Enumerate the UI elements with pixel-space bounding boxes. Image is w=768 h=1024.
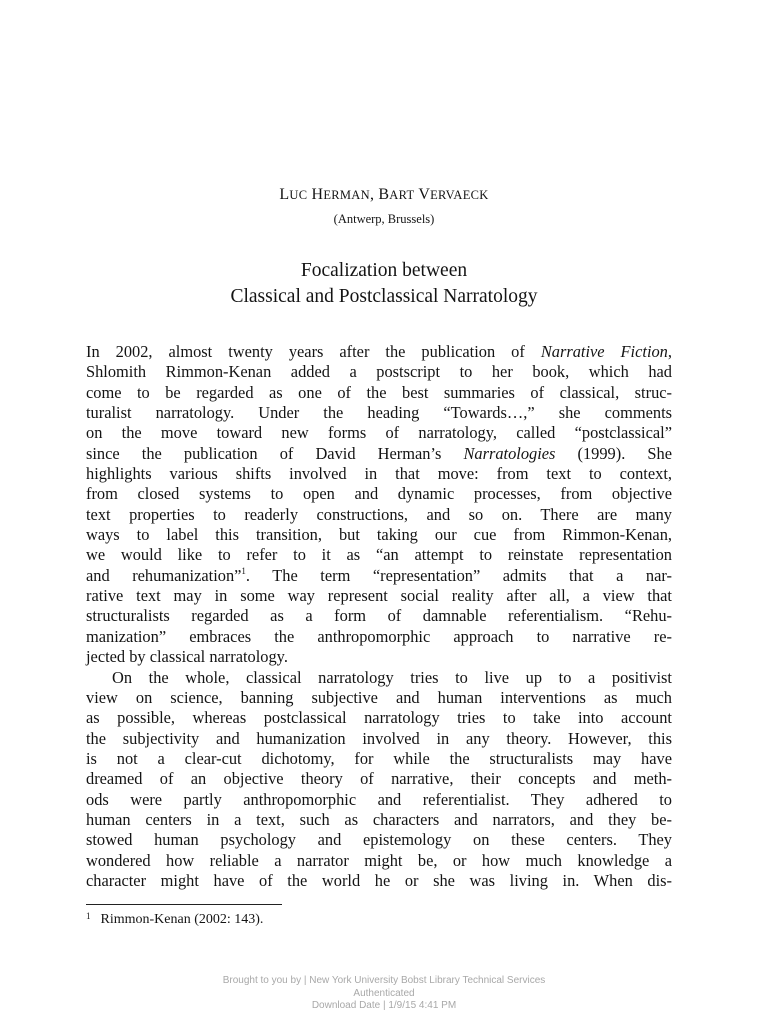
author2-first-rest: ART — [389, 188, 415, 202]
text-line: On the whole, classical narratology tries to live up to a positivist — [112, 667, 672, 687]
text-line: wondered how reliable a narrator might be, or how much knowledge a — [86, 850, 672, 870]
text-run: since the publication of David Herman’s — [86, 443, 464, 463]
footnote — [86, 912, 263, 928]
text-line: human centers in a text, such as characters and narrators, and they be- — [86, 809, 672, 829]
italic-title: Narrative Fiction — [540, 342, 668, 361]
footnote-mark: 1 — [86, 911, 91, 921]
author-names: LUC HERMAN, BART VERVAECK — [279, 186, 489, 203]
author2-last-initial: V — [418, 186, 431, 203]
text-line: text properties to readerly constructions, and so on. There are many — [86, 504, 672, 524]
text-line: turalist narratology. Under the heading “Towards…,” she comments — [86, 403, 672, 423]
paper-title — [0, 258, 768, 310]
author2-last-rest: ERVAECK — [430, 188, 489, 202]
text-line: the subjectivity and humanization involved in any theory. However, this — [86, 728, 672, 748]
text-line: is not a clear-cut dichotomy, for while the structuralists may have — [86, 748, 672, 768]
watermark-line-1: Brought to you by | New York University Bobst Library Technical Services — [222, 975, 546, 986]
footnote-rule — [86, 904, 282, 905]
text-line: come to be regarded as one of the best summaries of classical, struc- — [86, 382, 672, 402]
text-line: dreamed of an objective theory of narrative, their concepts and meth- — [86, 769, 672, 789]
watermark-line-3: Download Date | 1/9/15 4:41 PM — [311, 1000, 457, 1011]
text-line — [86, 566, 672, 586]
body-text — [86, 342, 672, 891]
author1-first-rest: UC — [289, 188, 308, 202]
text-run: (1999). She — [555, 443, 672, 463]
footnote-ref: 1 — [241, 565, 246, 576]
text-line: stowed human psychology and epistemology on these centers. They — [86, 830, 672, 850]
text-line: ways to label this transition, but taking our cue from Rimmon-Kenan, — [86, 525, 672, 545]
footnote-text: Rimmon-Kenan (2002: 143). — [100, 912, 264, 927]
text-run: In 2002, almost twenty years after the publication of — [86, 342, 541, 361]
author1-last-initial: H — [311, 186, 324, 203]
text-line: we would like to refer to it as “an attempt to reinstate representation — [86, 545, 672, 565]
text-line: ods were partly anthropomorphic and referentialist. They adhered to — [86, 789, 672, 809]
text-line: as possible, whereas postclassical narratology tries to take into account — [86, 708, 672, 728]
italic-title: Narratologies — [463, 443, 556, 463]
author2-initial: B — [378, 186, 390, 203]
text-line: manization” embraces the anthropomorphic approach to narrative re- — [86, 626, 672, 646]
text-line: jected by classical narratology. — [86, 647, 288, 667]
text-line: Shlomith Rimmon-Kenan added a postscript to her book, which had — [86, 362, 672, 382]
author1-initial: L — [279, 186, 290, 203]
text-line: structuralists regarded as a form of damnable referentialism. “Rehu- — [86, 606, 672, 626]
text-line — [86, 444, 672, 464]
text-run: . The term “representation” admits that a nar- — [245, 565, 672, 585]
text-run: , — [667, 342, 672, 361]
download-watermark — [0, 975, 768, 1013]
text-line: rative text may in some way represent social reality after all, a view that — [86, 586, 672, 606]
watermark-line-2: Authenticated — [353, 987, 415, 999]
text-run: and rehumanization” — [86, 565, 242, 585]
author1-last-rest: ERMAN — [323, 188, 370, 202]
text-line — [86, 342, 672, 362]
title-line-2: Classical and Postclassical Narratology — [230, 286, 538, 307]
affiliation: (Antwerp, Brussels) — [333, 212, 435, 226]
title-line-1: Focalization between — [300, 260, 468, 281]
text-line: highlights various shifts involved in that move: from text to context, — [86, 464, 672, 484]
text-line: on the move toward new forms of narratology, called “postclassical” — [86, 423, 672, 443]
text-line: from closed systems to open and dynamic processes, from objective — [86, 484, 672, 504]
text-line: character might have of the world he or she was living in. When dis- — [86, 870, 672, 890]
text-line: view on science, banning subjective and human interventions as much — [86, 687, 672, 707]
